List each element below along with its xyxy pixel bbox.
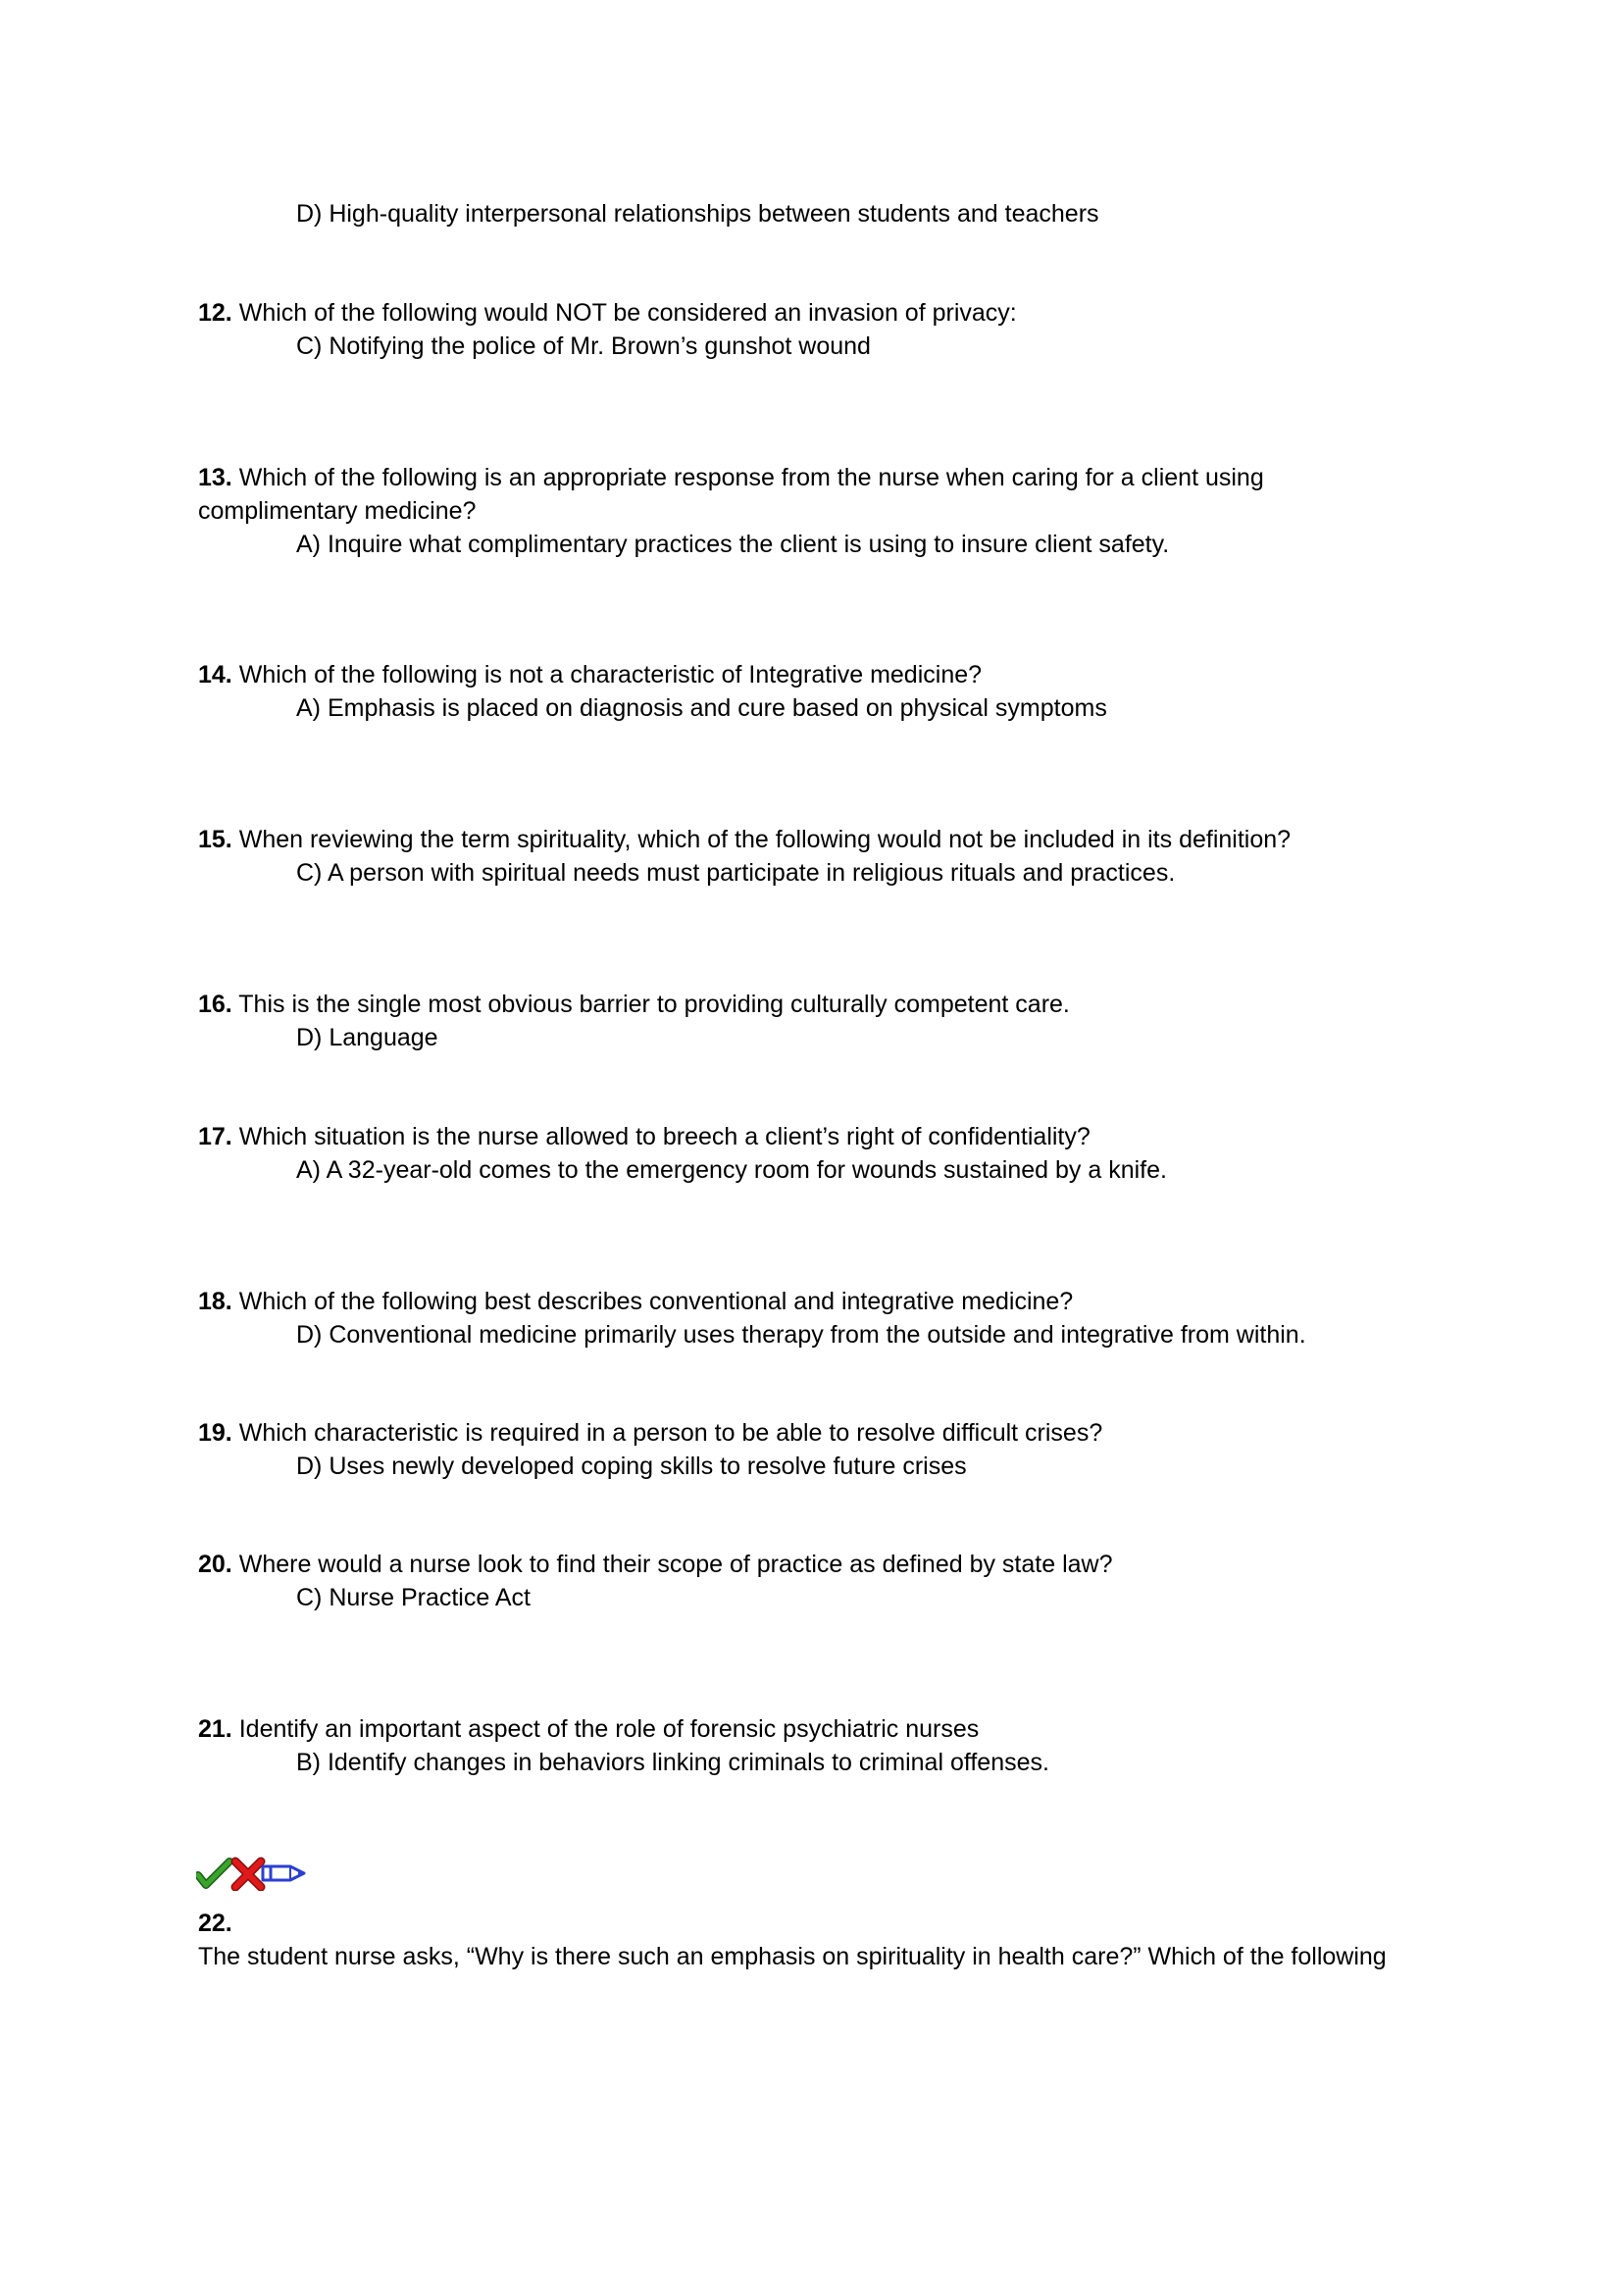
answer-19: D) Uses newly developed coping skills to resolve future crises	[296, 1453, 967, 1480]
question-number: 14.	[198, 661, 232, 688]
answer-13: A) Inquire what complimentary practices the client is using to insure client safety.	[296, 531, 1170, 558]
answer-17: A) A 32-year-old comes to the emergency room for wounds sustained by a knife.	[296, 1156, 1167, 1184]
question-22-text: The student nurse asks, “Why is there such an emphasis on spirituality in health care?” Which of the following	[198, 1943, 1387, 1970]
question-text: Which situation is the nurse allowed to breech a client’s right of confidentiality?	[238, 1123, 1091, 1150]
answer-12: C) Notifying the police of Mr. Brown’s gunshot wound	[296, 332, 871, 360]
question-16	[198, 988, 1070, 1021]
question-number: 21.	[198, 1715, 232, 1743]
feedback-icons-svg	[196, 1856, 306, 1891]
question-number: 17.	[198, 1123, 232, 1150]
answer-14: A) Emphasis is placed on diagnosis and cure based on physical symptoms	[296, 694, 1107, 722]
question-13-continued: complimentary medicine?	[198, 497, 477, 525]
question-15	[198, 823, 1291, 856]
cross-icon	[235, 1861, 261, 1887]
question-19	[198, 1416, 1102, 1450]
question-13	[198, 461, 1264, 494]
answer-15: C) A person with spiritual needs must participate in religious rituals and practices.	[296, 859, 1176, 887]
question-number: 16.	[198, 991, 232, 1018]
question-text: When reviewing the term spirituality, which of the following would not be included in its definition?	[238, 826, 1292, 853]
question-text: Which of the following is an appropriate response from the nurse when caring for a client using	[238, 464, 1264, 491]
answer-feedback-icons	[196, 1856, 306, 1891]
question-12	[198, 296, 1017, 330]
question-text: Where would a nurse look to find their scope of practice as defined by state law?	[238, 1551, 1113, 1578]
question-number: 15.	[198, 826, 232, 853]
answer-18: D) Conventional medicine primarily uses therapy from the outside and integrative from within.	[296, 1321, 1306, 1349]
question-text: Which characteristic is required in a person to be able to resolve difficult crises?	[238, 1419, 1103, 1447]
question-text: Which of the following is not a characteristic of Integrative medicine?	[238, 661, 983, 688]
question-number: 18.	[198, 1288, 232, 1315]
question-18	[198, 1285, 1073, 1318]
question-22-number: 22.	[198, 1910, 232, 1937]
answer-11: D) High-quality interpersonal relationships between students and teachers	[296, 200, 1099, 228]
question-20	[198, 1548, 1113, 1581]
question-text: Which of the following would NOT be considered an invasion of privacy:	[238, 299, 1017, 327]
question-text: Identify an important aspect of the role of forensic psychiatric nurses	[238, 1715, 980, 1743]
question-number: 12.	[198, 299, 232, 327]
answer-16: D) Language	[296, 1024, 438, 1051]
question-21	[198, 1712, 979, 1746]
question-number: 13.	[198, 464, 232, 491]
question-text: Which of the following best describes conventional and integrative medicine?	[238, 1288, 1074, 1315]
pencil-icon	[263, 1866, 304, 1880]
check-icon	[198, 1861, 229, 1885]
question-number: 20.	[198, 1551, 232, 1578]
question-number: 19.	[198, 1419, 232, 1447]
question-text: This is the single most obvious barrier to providing culturally competent care.	[238, 991, 1070, 1018]
question-17	[198, 1120, 1091, 1153]
question-14	[198, 658, 982, 691]
answer-20: C) Nurse Practice Act	[296, 1584, 531, 1611]
answer-21: B) Identify changes in behaviors linking criminals to criminal offenses.	[296, 1749, 1049, 1776]
